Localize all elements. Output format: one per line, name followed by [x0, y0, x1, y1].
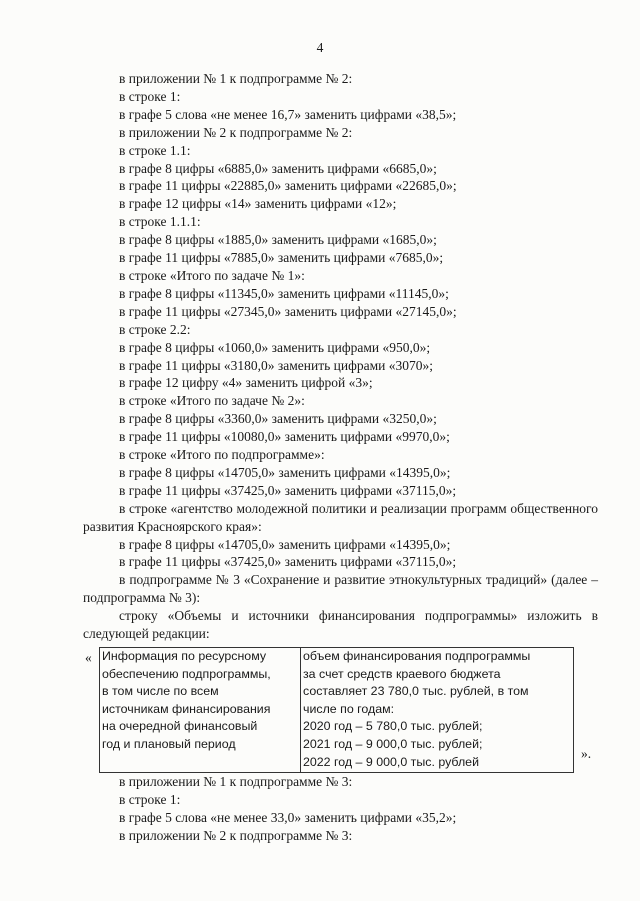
- text-line: в графе 8 цифры «14705,0» заменить цифрами «14395,0»;: [119, 464, 451, 480]
- text-line: в приложении № 2 к подпрограмме № 2:: [119, 124, 353, 140]
- text-line: в строке 1.1:: [119, 142, 191, 158]
- financing-table: [99, 647, 574, 773]
- text-line: в графе 11 цифры «7885,0» заменить цифрами «7685,0»;: [119, 250, 444, 266]
- cell-text-line: Информация по ресурсному: [102, 649, 267, 663]
- cell-text-line: объем финансирования подпрограммы: [303, 649, 531, 663]
- text-line: в графе 11 цифры «10080,0» заменить цифрами «9970,0»;: [119, 429, 450, 445]
- document-body: [83, 70, 598, 845]
- text-line: в графе 8 цифры «1060,0» заменить цифрами «950,0»;: [119, 339, 431, 355]
- text-line: в графе 12 цифру «4» заменить цифрой «3»;: [119, 375, 373, 391]
- table-row: [100, 648, 574, 773]
- text-line: в графе 8 цифры «6885,0» заменить цифрами «6685,0»;: [119, 160, 437, 176]
- text-line: в графе 11 цифры «27345,0» заменить цифрами «27145,0»;: [119, 303, 457, 319]
- cell-text-line: за счет средств краевого бюджета: [303, 666, 501, 681]
- text-line: в графе 11 цифры «22885,0» заменить цифрами «22685,0»;: [119, 178, 457, 194]
- text-line: в строке 1.1.1:: [119, 214, 201, 230]
- cell-text-line: 2021 год – 9 000,0 тыс. рублей;: [303, 736, 483, 751]
- text-line: в графе 8 цифры «1885,0» заменить цифрами «1685,0»;: [119, 232, 437, 248]
- paragraph-agency: в строке «агентство молодежной политики и реализации программ общественного развития Красноярского края»:: [83, 500, 598, 534]
- text-line: в графе 11 цифры «37425,0» заменить цифрами «37115,0»;: [119, 482, 457, 498]
- text-line: в графе 12 цифры «14» заменить цифрами «12»;: [119, 196, 397, 212]
- text-line: в строке 1:: [119, 88, 181, 104]
- opening-quote: «: [85, 650, 92, 665]
- text-line: в приложении № 2 к подпрограмме № 3:: [119, 827, 353, 843]
- cell-text-line: 2020 год – 5 780,0 тыс. рублей;: [303, 719, 483, 734]
- text-line: в приложении № 1 к подпрограмме № 3:: [119, 774, 353, 789]
- text-line: в строке «Итого по подпрограмме»:: [119, 447, 325, 463]
- cell-text-line: обеспечению подпрограммы,: [102, 666, 271, 681]
- cell-text-line: на очередной финансовый: [102, 719, 258, 734]
- text-line: в строке 2.2:: [119, 321, 191, 337]
- cell-text-line: 2022 год – 9 000,0 тыс. рублей: [303, 754, 479, 769]
- text-line: в графе 11 цифры «3180,0» заменить цифрами «3070»;: [119, 357, 433, 373]
- text-line: в строке «Итого по задаче № 2»:: [119, 393, 305, 409]
- text-line: в графе 5 слова «не менее 33,0» заменить цифрами «35,2»;: [119, 809, 457, 825]
- cell-text-line: числе по годам:: [303, 701, 395, 716]
- table-cell-value: [301, 648, 574, 773]
- amendments-subprogram-2: [83, 70, 598, 500]
- text-line: в приложении № 1 к подпрограмме № 2:: [119, 71, 353, 86]
- amendments-agency: [83, 536, 598, 572]
- text-line: в графе 5 слова «не менее 16,7» заменить цифрами «38,5»;: [119, 106, 457, 122]
- text-line: в строке «Итого по задаче № 1»:: [119, 267, 305, 283]
- page-number: 4: [316, 40, 324, 55]
- text-line: в графе 8 цифры «3360,0» заменить цифрами «3250,0»;: [119, 411, 437, 427]
- paragraph-row-edit: строку «Объемы и источники финансирования подпрограммы» изложить в следующей редакции:: [83, 608, 598, 642]
- text-line: в графе 8 цифры «14705,0» заменить цифрами «14395,0»;: [119, 536, 451, 552]
- text-line: в графе 8 цифры «11345,0» заменить цифрами «11145,0»;: [119, 285, 449, 301]
- cell-text-line: год и плановый период: [102, 736, 236, 751]
- closing-quote: ».: [581, 746, 592, 761]
- paragraph-subprogram-3: в подпрограмме № 3 «Сохранение и развитие этнокультурных традиций» (далее – подпрограмма № 3):: [83, 572, 598, 606]
- cell-text-line: в том числе по всем: [102, 684, 219, 699]
- text-line: в графе 11 цифры «37425,0» заменить цифрами «37115,0»;: [119, 554, 457, 570]
- cell-text-line: источникам финансирования: [102, 701, 271, 716]
- text-line: в строке 1:: [119, 791, 181, 807]
- table-cell-label: [100, 648, 301, 773]
- cell-text-line: составляет 23 780,0 тыс. рублей, в том: [303, 684, 529, 699]
- amendments-subprogram-3: [83, 773, 598, 845]
- financing-table-block: [83, 647, 598, 769]
